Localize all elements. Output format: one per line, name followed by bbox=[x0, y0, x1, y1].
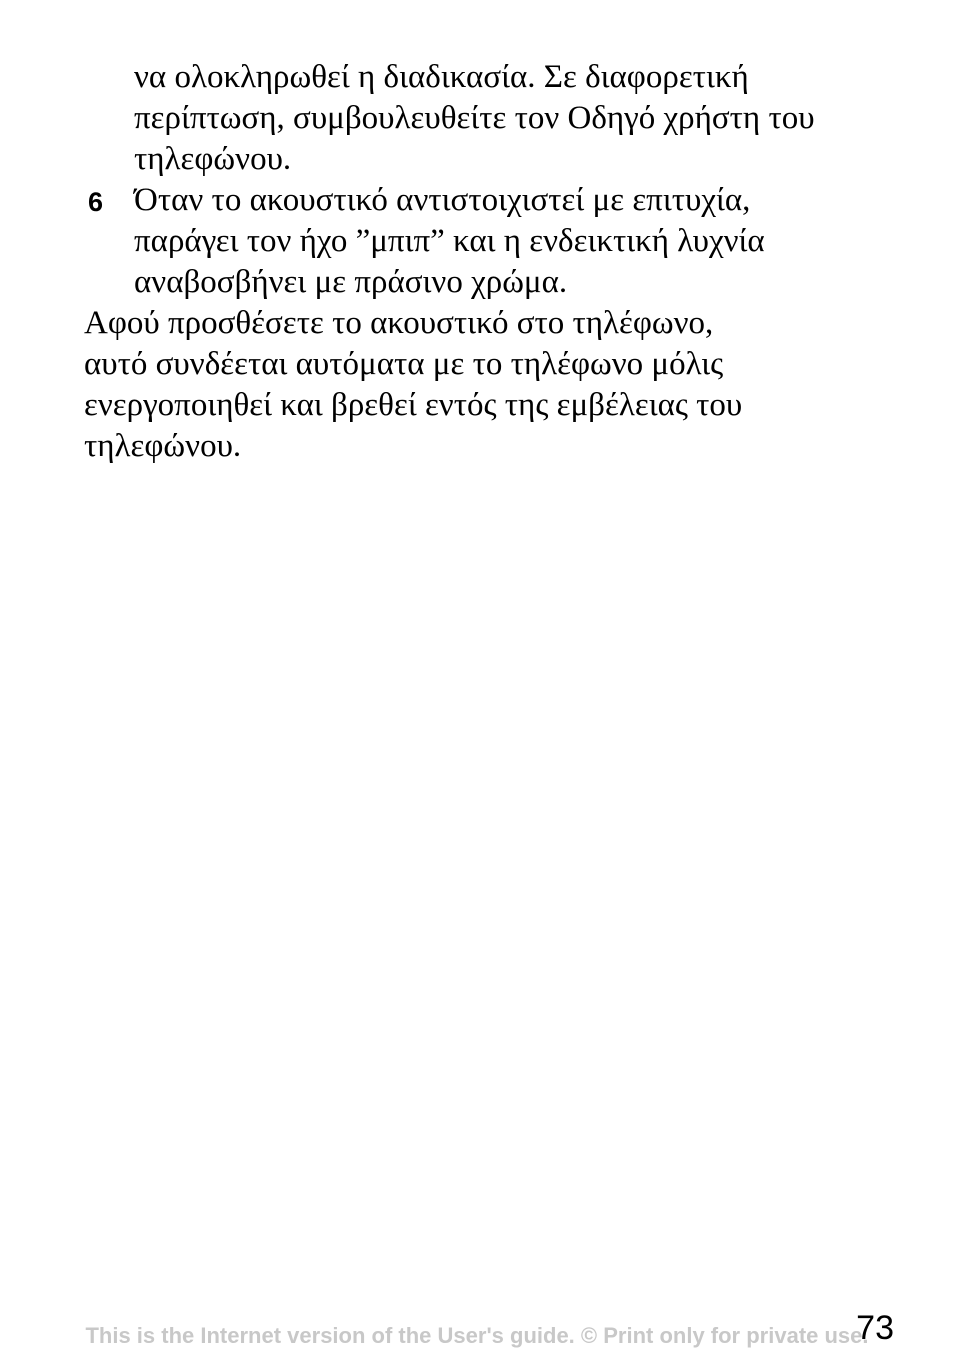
text-line: αυτό συνδέεται αυτόματα με το τηλέφωνο μόλις bbox=[84, 346, 724, 382]
text-line: ενεργοποιηθεί και βρεθεί εντός της εμβέλειας του bbox=[84, 387, 743, 423]
text-line: τηλεφώνου. bbox=[84, 428, 242, 464]
text-line: αναβοσβήνει με πράσινο χρώμα. bbox=[134, 264, 568, 300]
page-number: 73 bbox=[856, 1309, 894, 1347]
body-paragraph bbox=[84, 303, 904, 467]
instruction-continuation bbox=[134, 57, 924, 180]
step-text bbox=[134, 180, 894, 303]
text-line: περίπτωση, συμβουλευθείτε τον Οδηγό χρήστη του bbox=[134, 100, 815, 136]
step-number: 6 bbox=[88, 187, 104, 217]
footer-notice: This is the Internet version of the User's guide. © Print only for private use. bbox=[85, 1323, 869, 1348]
text-line: Όταν το ακουστικό αντιστοιχιστεί με επιτυχία, bbox=[134, 182, 751, 218]
text-line: τηλεφώνου. bbox=[134, 141, 292, 177]
text-line: παράγει τον ήχο ”μπιπ” και η ενδεικτική λυχνία bbox=[134, 223, 765, 259]
text-line: Αφού προσθέσετε το ακουστικό στο τηλέφωνο, bbox=[84, 305, 714, 341]
text-line: να ολοκληρωθεί η διαδικασία. Σε διαφορετική bbox=[134, 59, 749, 95]
